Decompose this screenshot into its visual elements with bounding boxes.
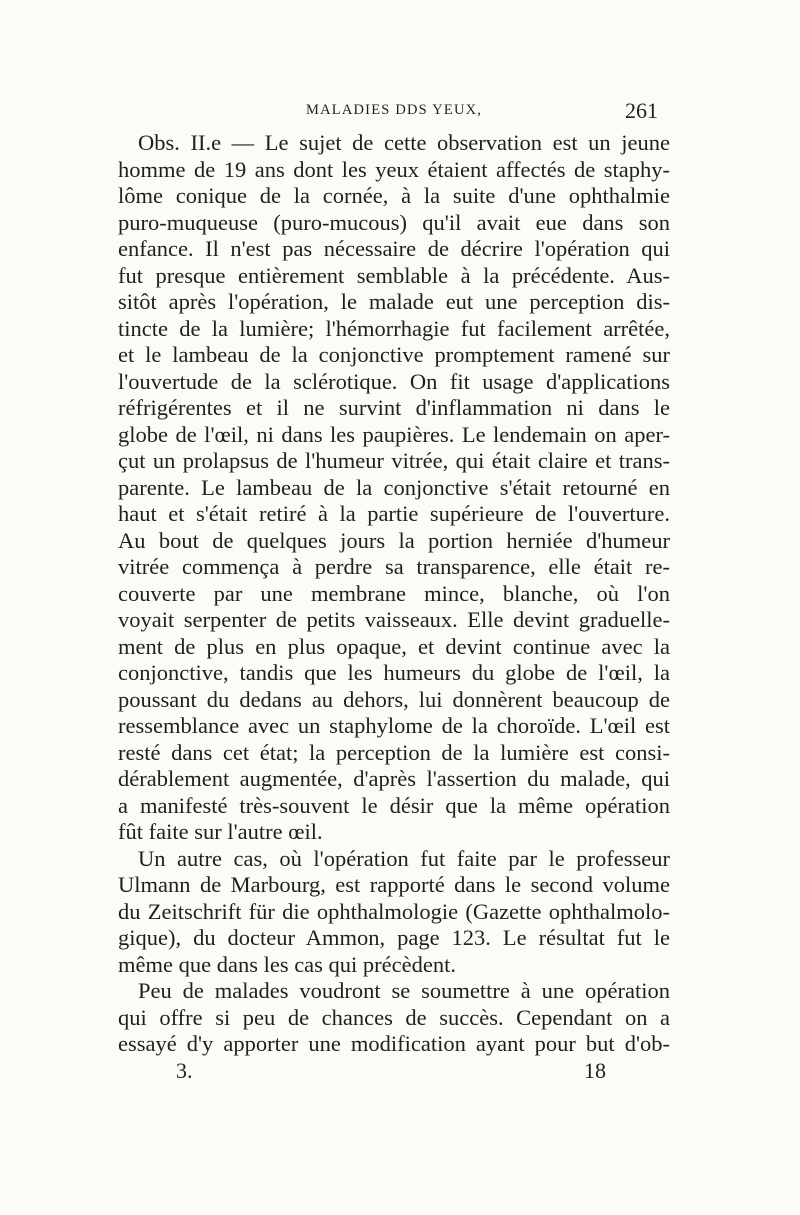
text-line: ment de plus en plus opaque, et devint continue avec la bbox=[118, 633, 670, 659]
text-line: du Zeitschrift für die ophthalmologie (Gazette ophthalmolo- bbox=[118, 898, 670, 924]
text-line: couverte par une membrane mince, blanche, où l'on bbox=[118, 580, 670, 606]
text-line: Ulmann de Marbourg, est rapporté dans le second volume bbox=[118, 872, 670, 897]
text-line: et le lambeau de la conjonctive promptement ramené sur bbox=[118, 342, 670, 367]
text-line: ressemblance avec un staphylome de la choroïde. L'œil est bbox=[118, 713, 670, 738]
page-number: 261 bbox=[625, 98, 658, 123]
text-line: fut presque entièrement semblable à la précédente. Aus- bbox=[118, 262, 670, 288]
text-line: conjonctive, tandis que les humeurs du globe de l'œil, la bbox=[118, 660, 670, 685]
text-line: dérablement augmentée, d'après l'assertion du malade, qui bbox=[118, 766, 670, 791]
text-line: Obs. II.e — Le sujet de cette observation est un jeune bbox=[138, 130, 670, 155]
text-line: sitôt après l'opération, le malade eut une perception dis- bbox=[118, 289, 670, 314]
text-line: çut un prolapsus de l'humeur vitrée, qui était claire et trans- bbox=[118, 448, 670, 473]
body-text bbox=[118, 130, 670, 1058]
paragraph-obs bbox=[118, 130, 670, 846]
text-line: qui offre si peu de chances de succès. Cependant on a bbox=[118, 1004, 670, 1030]
text-line: voyait serpenter de petits vaisseaux. Elle devint graduelle- bbox=[118, 607, 670, 632]
page-footer bbox=[118, 1058, 670, 1088]
text-line: même que dans les cas qui précèdent. bbox=[118, 951, 456, 977]
text-line: vitrée commença à perdre sa transparence, elle était re- bbox=[118, 554, 670, 579]
text-line: homme de 19 ans dont les yeux étaient affectés de staphy- bbox=[118, 156, 670, 182]
signature-mark: 3. bbox=[176, 1058, 193, 1083]
text-line: a manifesté très-souvent le désir que la même opération bbox=[118, 792, 670, 818]
text-line: essayé d'y apporter une modification ayant pour but d'ob- bbox=[118, 1031, 670, 1056]
text-line: haut et s'était retiré à la partie supérieure de l'ouverture. bbox=[118, 501, 670, 526]
text-line: Peu de malades voudront se soumettre à une opération bbox=[138, 978, 670, 1003]
page-header bbox=[118, 98, 658, 128]
running-title: MALADIES DDS YEUX, bbox=[306, 102, 483, 118]
paragraph-modification bbox=[118, 978, 670, 1058]
text-line: lôme conique de la cornée, à la suite d'une ophthalmie bbox=[118, 183, 670, 208]
text-line: globe de l'œil, ni dans les paupières. Le lendemain on aper- bbox=[118, 421, 670, 447]
text-line: réfrigérentes et il ne survint d'inflammation ni dans le bbox=[118, 395, 670, 420]
text-line: fût faite sur l'autre œil. bbox=[118, 819, 323, 844]
text-line: enfance. Il n'est pas nécessaire de décrire l'opération qui bbox=[118, 236, 670, 261]
text-line: resté dans cet état; la perception de la lumière est consi- bbox=[118, 739, 670, 765]
text-line: puro-muqueuse (puro-mucous) qu'il avait eue dans son bbox=[118, 209, 670, 235]
text-line: poussant du dedans au dehors, lui donnèrent beaucoup de bbox=[118, 686, 670, 712]
text-line: Un autre cas, où l'opération fut faite par le professeur bbox=[138, 845, 670, 871]
text-line: tincte de la lumière; l'hémorrhagie fut facilement arrêtée, bbox=[118, 315, 670, 341]
text-line: parente. Le lambeau de la conjonctive s'était retourné en bbox=[118, 474, 670, 500]
text-line: l'ouvertude de la sclérotique. On fit usage d'applications bbox=[118, 368, 670, 394]
text-line: Au bout de quelques jours la portion herniée d'humeur bbox=[118, 527, 670, 553]
text-line: gique), du docteur Ammon, page 123. Le résultat fut le bbox=[118, 925, 670, 950]
paragraph-second-case bbox=[118, 846, 670, 979]
sheet-number: 18 bbox=[584, 1058, 606, 1083]
